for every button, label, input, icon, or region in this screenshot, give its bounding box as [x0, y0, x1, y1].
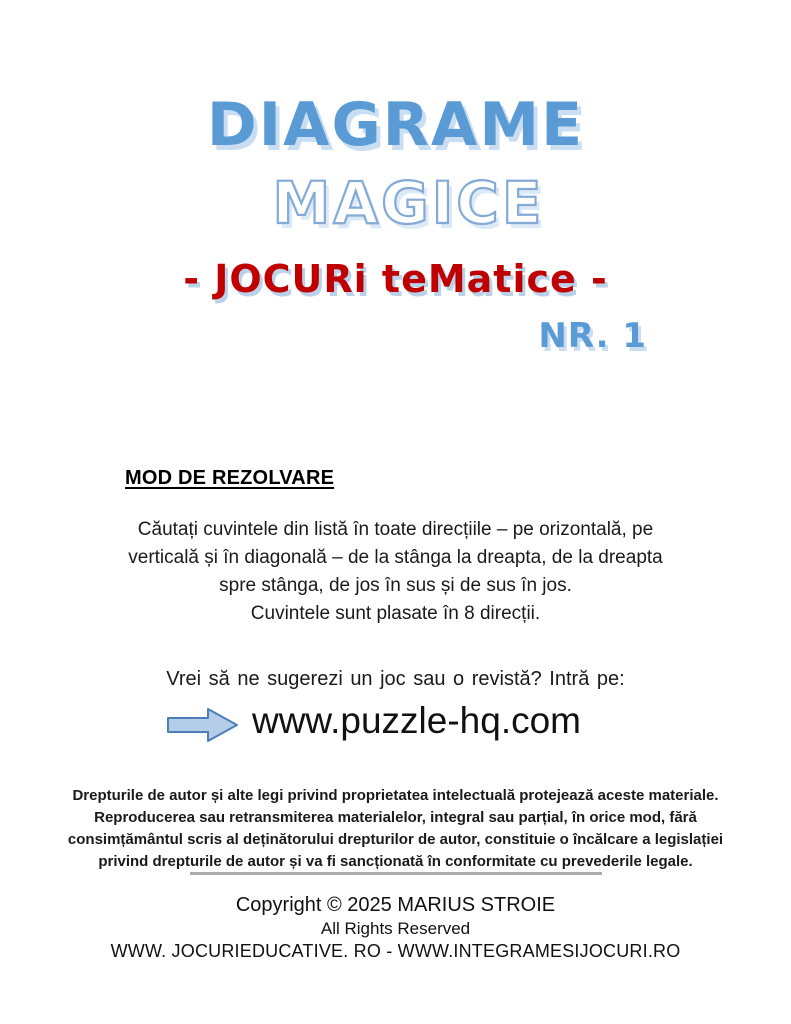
- magazine-title-line1: DIAGRAME: [206, 90, 585, 160]
- legal-line: Drepturile de autor și alte legi privind proprietatea intelectuală protejează aceste materiale.: [72, 787, 719, 804]
- legal-line: consimțământul scris al deținătorului drepturilor de autor, constituie o încălcare a legislației: [67, 831, 724, 848]
- footer-divider: [190, 872, 602, 875]
- magazine-subtitle: - JOCURi teMatice -: [183, 257, 608, 301]
- footer-websites: WWW. JOCURIEDUCATIVE. RO - WWW.INTEGRAMESIJOCURI.RO: [110, 941, 681, 961]
- howto-line: verticală și în diagonală – de la stânga la dreapta, de la dreapta: [128, 547, 663, 568]
- promo-website-link[interactable]: www.puzzle-hq.com: [251, 700, 581, 741]
- legal-line: privind drepturile de autor și va fi sancționată în conformitate cu prevederile legale.: [98, 853, 693, 870]
- legal-line: Reproducerea sau retransmiterea materialelor, integral sau parțial, în orice mod, fără: [94, 809, 697, 826]
- magazine-title-line2: MAGICE: [272, 169, 545, 237]
- howto-heading: MOD DE REZOLVARE: [125, 467, 335, 489]
- howto-line: Cuvintele sunt plasate în 8 direcții.: [250, 603, 541, 624]
- legal-notice: [0, 785, 791, 873]
- footer-rights: All Rights Reserved: [320, 919, 471, 938]
- howto-line: Căutați cuvintele din listă în toate direcțiile – pe orizontală, pe: [137, 519, 654, 540]
- footer-copyright: Copyright © 2025 MARIUS STROIE: [235, 894, 556, 916]
- issue-number: NR. 1: [538, 316, 647, 356]
- howto-line: spre stânga, de jos în sus și de sus în jos.: [219, 575, 572, 596]
- howto-body: [0, 516, 791, 628]
- promo-question: Vrei să ne sugerezi un joc sau o revistă? Intră pe:: [166, 668, 625, 690]
